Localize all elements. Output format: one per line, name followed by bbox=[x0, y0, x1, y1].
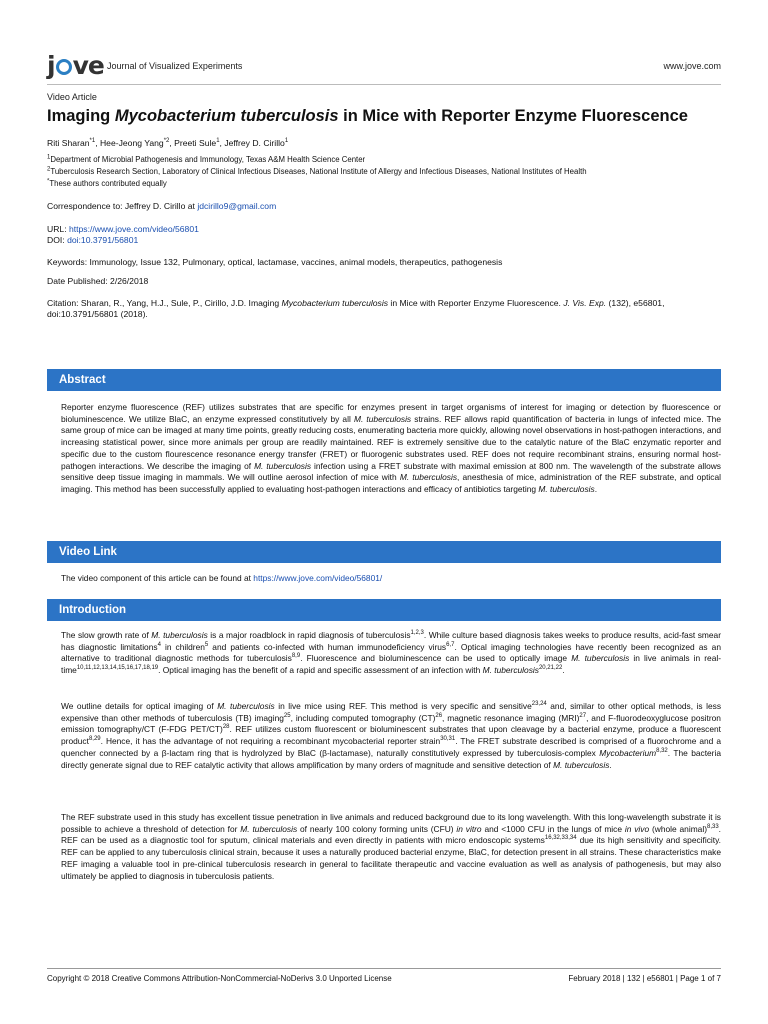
author-name: Jeffrey D. Cirillo bbox=[224, 137, 285, 148]
jove-logo[interactable]: j ve bbox=[47, 50, 104, 80]
footer-issue-info: February 2018 | 132 | e56801 | Page 1 of 7 bbox=[568, 974, 721, 983]
correspondence: Correspondence to: Jeffrey D. Cirillo at jdcirillo9@gmail.com bbox=[47, 201, 277, 211]
journal-name: Journal of Visualized Experiments bbox=[107, 61, 243, 71]
introduction-paragraph: We outline details for optical imaging of M. tuberculosis in live mice using REF. This method is very specific and sensitive$^{23,24}$ and, similar to other optical methods, is less expensive than other methods of tuberculosis (TB) imaging$^{25}$, including computed tomography (CT)$^{26}$, magnetic resonance imaging (MRI)$^{27}$, and F-fluorodeoxyglucose positron emission tomography/CT (F-FDG PET/CT)$^{28}$. REF utilizes custom fluorescent or bioluminescent substrates that upon cleavage by a bacterial enzyme, produce a fluorescent product$^{8,29}$. Hence, it has the advantage of not requiring a recombinant mycobacterial reporter strain$^{30,31}$. The FRET substrate described is comprised of a fluorochrome and a quencher connected by a β-lactam ring that is hydrolyzed by BlaC (β-lactamase), naturally constitutively expressed by tuberculosis-complex Mycobacterium$^{8,32}$. The bacteria directly generate signal due to REF catalytic activity that allows amplification by many orders of magnitude and sensitive detection of M. tuberculosis. bbox=[61, 701, 722, 770]
footer-divider bbox=[47, 968, 721, 969]
introduction-heading: Introduction bbox=[47, 599, 721, 621]
author-list: Riti Sharan$^{*1}$, Hee-Jeong Yang$^{*2}$, Preeti Sule$^1$, Jeffrey D. Cirillo$^1$ bbox=[47, 137, 289, 148]
affiliation-item: $^2$Tuberculosis Research Section, Laboratory of Clinical Infectious Diseases, National Institute of Allergy and Infectious Diseases, National Institutes of Health bbox=[47, 166, 587, 176]
article-metadata bbox=[47, 92, 721, 321]
author-name: Preeti Sule bbox=[174, 137, 217, 148]
citation: Citation: Sharan, R., Yang, H.J., Sule, P., Cirillo, J.D. Imaging Mycobacterium tuberculosis in Mice with Reporter Enzyme Fluorescence. J. Vis. Exp. (132), e56801, doi:10.3791/56801 (2018). bbox=[47, 297, 665, 319]
keywords: Keywords: Immunology, Issue 132, Pulmonary, optical, lactamase, vaccines, animal models, therapeutics, pathogenesis bbox=[47, 256, 503, 267]
affiliation-list bbox=[47, 154, 721, 190]
article-links: URL: https://www.jove.com/video/56801 DOI: doi:10.3791/56801 bbox=[47, 223, 199, 245]
article-title: Imaging Mycobacterium tuberculosis in Mice with Reporter Enzyme Fluorescence bbox=[47, 106, 688, 125]
author-name: Hee-Jeong Yang bbox=[99, 137, 164, 148]
journal-header bbox=[47, 50, 721, 82]
site-url-link[interactable]: www.jove.com bbox=[663, 61, 721, 71]
header-divider bbox=[47, 84, 721, 85]
article-url-link[interactable]: https://www.jove.com/video/56801 bbox=[68, 223, 199, 234]
footer-copyright: Copyright © 2018 Creative Commons Attribution-NonCommercial-NoDerivs 3.0 Unported License bbox=[47, 974, 392, 983]
abstract-text: Reporter enzyme fluorescence (REF) utilizes substrates that are specific for enzymes present in target organisms of interest for imaging or detection by fluorescence or bioluminescence. We utilize BlaC, an enzyme expressed constitutively by all M. tuberculosis strains. REF allows rapid quantification of bacteria in lungs of infected mice. The same group of mice can be imaged at many time points, greatly reducing costs, enumerating bacteria more quickly, allowing novel observations in host-pathogen interactions, and increasing statistical power, since more animals per group are readily maintained. REF is extremely sensitive due to the catalytic nature of the BlaC enzymatic reporter and specific due to the custom flourescence resonance energy transfer (FRET) or fluorogenic substrates used. REF does not require recombinant strains, ensuring normal host-pathogen interactions. We describe the imaging of M. tuberculosis infection using a FRET substrate with maximal emission at 800 nm. The wavelength of the substrate allows sensitive deep tissue imaging in mammals. We will outline aerosol infection of mice with M. tuberculosis, anesthesia of mice, administration of the REF substrate, and optical imaging. This method has been successfully applied to evaluating host-pathogen interactions and efficacy of antibiotics targeting M. tuberculosis. bbox=[61, 402, 722, 494]
article-type: Video Article bbox=[47, 92, 97, 102]
video-url-link[interactable]: https://www.jove.com/video/56801/ bbox=[253, 573, 383, 583]
video-link-heading: Video Link bbox=[47, 541, 721, 563]
logo-circle-icon bbox=[56, 59, 72, 75]
introduction-paragraph: The REF substrate used in this study has excellent tissue penetration in live animals and reduced background due to its long wavelength. With this long-wavelength substrate it is possible to achieve a threshold of detection for M. tuberculosis of nearly 100 colony forming units (CFU) in vitro and <1000 CFU in the lungs of mice in vivo (whole animal)$^{8,33}$. REF can be used as a diagnostic tool for sputum, clinical materials and even directly in patients with micro endoscopic systems$^{16,32,33,34}$ due its high sensitivity and specificity. REF can be applied to any tuberculosis clinical strain, because it uses a naturally produced bacterial enzyme, BlaC, for detection present in all strains. These characteristics make REF imaging a valuable tool in pre-clinical tuberculosis research in general to facilitate therapeutic and vaccine evaluation as well as analysis of pathogenesis, but may also ultimately be applied to diagnosis in tuberculosis patients. bbox=[61, 812, 721, 881]
affiliation-item: *These authors contributed equally bbox=[47, 178, 167, 188]
video-link-text: The video component of this article can be found at https://www.jove.com/video/56801/ bbox=[61, 573, 383, 583]
doi-link[interactable]: doi:10.3791/56801 bbox=[67, 235, 139, 245]
correspondence-email-link[interactable]: jdcirillo9@gmail.com bbox=[197, 201, 277, 211]
abstract-heading: Abstract bbox=[47, 369, 721, 391]
author-name: Riti Sharan bbox=[47, 137, 90, 148]
introduction-paragraph: The slow growth rate of M. tuberculosis is a major roadblock in rapid diagnosis of tuberculosis$^{1,2,3}$. While culture based diagnosis takes weeks to produce results, acid-fast smear has diagnostic limitations$^4$ in children$^5$ and patients co-infected with human immunodeficiency virus$^{6,7}$. Optical imaging technologies have recently been recognized as an alternative to traditional diagnostic methods for tuberculosis$^{8,9}$. Fluorescence and bioluminescence can be used to optically image M. tuberculosis in live animals in real-time$^{10,11,12,13,14,15,16,17,18,19}$. Optical imaging has the benefit of a rapid and specific assessment of an infection with M. tuberculosis$^{20,21,22}$. bbox=[61, 630, 721, 676]
affiliation-item: $^1$Department of Microbial Pathogenesis and Immunology, Texas A&M Health Science Center bbox=[47, 154, 366, 164]
date-published: Date Published: 2/26/2018 bbox=[47, 276, 149, 286]
